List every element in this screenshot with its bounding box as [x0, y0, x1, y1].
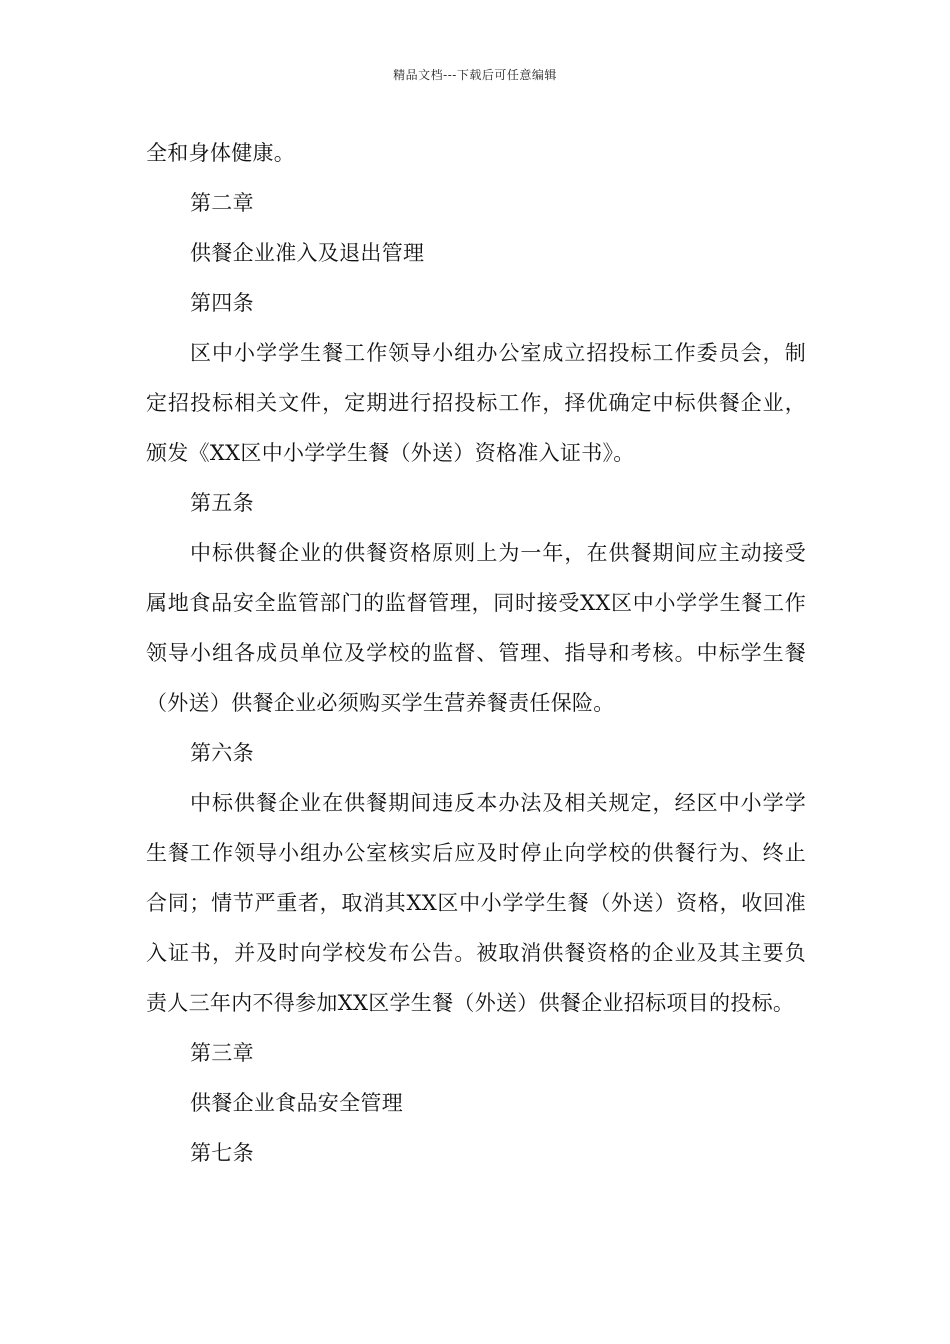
article-heading-5: 第五条: [190, 491, 254, 515]
page-header: 精品文档---下载后可任意编辑: [393, 68, 557, 82]
article-heading-6: 第六条: [190, 741, 254, 765]
article-body-6: 中标供餐企业在供餐期间违反本办法及相关规定，经区中小学学生餐工作领导小组办公室核实后应及时停止向学校的供餐行为、终止合同；情节严重者，取消其XX区中小学学生餐（外送）资格，收回准入证书，并及时向学校发布公告。被取消供餐资格的企业及其主要负责人三年内不得参加XX区学生餐（外送）供餐企业招标项目的投标。: [146, 791, 806, 1015]
chapter-title-3: 供餐企业食品安全管理: [190, 1091, 403, 1115]
article-body-4: 区中小学学生餐工作领导小组办公室成立招投标工作委员会，制定招投标相关文件，定期进行招投标工作，择优确定中标供餐企业，颁发《XX区中小学学生餐（外送）资格准入证书》。: [146, 341, 806, 465]
article-body-5: 中标供餐企业的供餐资格原则上为一年，在供餐期间应主动接受属地食品安全监管部门的监督管理，同时接受XX区中小学学生餐工作领导小组各成员单位及学校的监督、管理、指导和考核。中标学生餐（外送）供餐企业必须购买学生营养餐责任保险。: [146, 541, 806, 715]
article-heading-7: 第七条: [190, 1141, 254, 1165]
document-body: [146, 128, 806, 1178]
chapter-heading-2: 第二章: [190, 191, 254, 215]
paragraph-continuation: 全和身体健康。: [146, 141, 296, 165]
chapter-heading-3: 第三章: [190, 1041, 254, 1065]
chapter-title-2: 供餐企业准入及退出管理: [190, 241, 425, 265]
article-heading-4: 第四条: [190, 291, 254, 315]
